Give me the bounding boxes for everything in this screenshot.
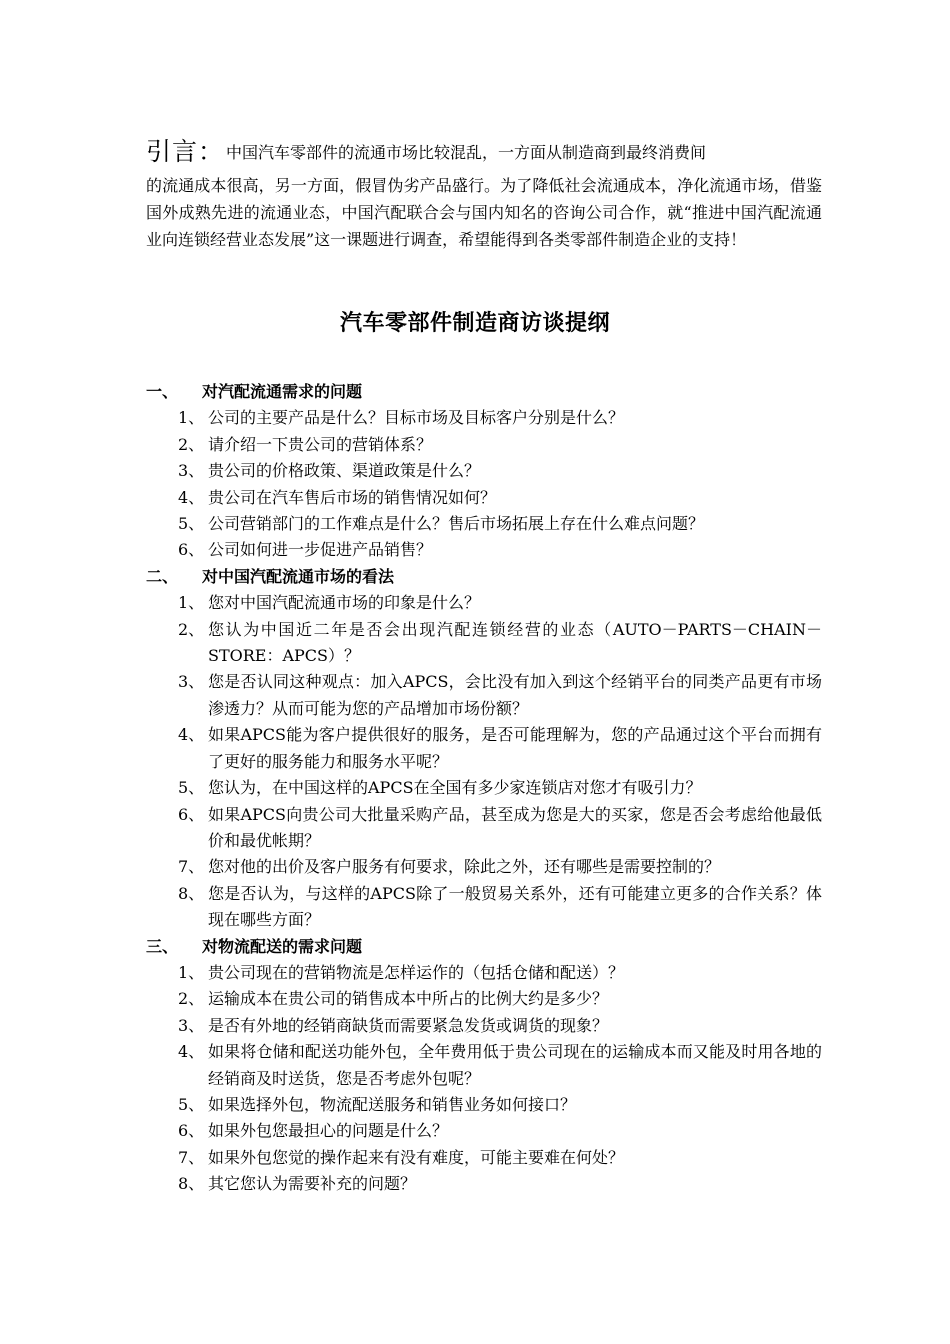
- item-text: 请介绍一下贵公司的营销体系？: [208, 434, 433, 454]
- section-heading: [146, 564, 822, 590]
- item-text: 贵公司现在的营销物流是怎样运作的（包括仓储和配送）？: [208, 962, 625, 982]
- item-number: 5、: [178, 514, 205, 534]
- item-text: 运输成本在贵公司的销售成本中所占的比例大约是多少？: [208, 989, 609, 1009]
- item-number: 1、: [178, 408, 205, 428]
- intro-paragraph: [146, 132, 822, 253]
- item-number: 1、: [178, 962, 205, 982]
- list-item: [146, 960, 822, 986]
- item-text: 您对中国汽配流通市场的印象是什么？: [208, 593, 481, 613]
- interview-outline: [146, 379, 822, 1198]
- item-text: 贵公司在汽车售后市场的销售情况如何？: [208, 487, 497, 507]
- item-number: 3、: [178, 1015, 205, 1035]
- list-item: [146, 458, 822, 484]
- item-text: 您是否认同这种观点：加入APCS，会比没有加入到这个经销平台的同类产品更有市场渗透力？从而可能为您的产品增加市场份额？: [208, 672, 822, 718]
- page-title: 汽车零部件制造商访谈提纲: [339, 311, 610, 336]
- item-number: 7、: [178, 857, 205, 877]
- list-item: [146, 722, 822, 775]
- list-item: [146, 775, 822, 801]
- list-item: [146, 802, 822, 855]
- list-item: [146, 1092, 822, 1118]
- item-number: 8、: [178, 1174, 205, 1194]
- item-text: 是否有外地的经销商缺货而需要紧急发货或调货的现象？: [208, 1015, 609, 1035]
- item-text: 公司营销部门的工作难点是什么？售后市场拓展上存在什么难点问题？: [208, 514, 705, 534]
- section-title: 对物流配送的需求问题: [202, 936, 363, 956]
- item-text: 贵公司的价格政策、渠道政策是什么？: [208, 461, 481, 481]
- section-title: 对汽配流通需求的问题: [202, 382, 363, 401]
- item-text: 如果APCS向贵公司大批量采购产品，甚至成为您是大的买家，您是否会考虑给他最低价和最优帐期？: [208, 804, 822, 850]
- item-number: 6、: [178, 1121, 205, 1141]
- list-item: [146, 590, 822, 616]
- section-number: 三、: [146, 936, 179, 956]
- section-2: [146, 564, 822, 934]
- list-item: [146, 485, 822, 511]
- list-item: [146, 986, 822, 1012]
- list-item: [146, 405, 822, 431]
- section-heading: [146, 379, 822, 405]
- item-number: 8、: [178, 883, 205, 903]
- item-text: 您是否认为，与这样的APCS除了一般贸易关系外，还有可能建立更多的合作关系？体现在哪些方面？: [208, 883, 822, 930]
- item-text: 如果选择外包，物流配送服务和销售业务如何接口？: [208, 1094, 577, 1114]
- item-number: 6、: [178, 804, 205, 824]
- list-item: [146, 669, 822, 722]
- list-item: [146, 1171, 822, 1197]
- item-text: 您认为中国近二年是否会出现汽配连锁经营的业态（AUTO－PARTS－CHAIN－STORE：APCS）？: [208, 619, 822, 666]
- item-text: 公司的主要产品是什么？目标市场及目标客户分别是什么？: [208, 408, 625, 428]
- section-title: 对中国汽配流通市场的看法: [202, 566, 395, 586]
- item-text: 如果APCS能为客户提供很好的服务，是否可能理解为，您的产品通过这个平台而拥有了更好的服务能力和服务水平呢？: [208, 725, 822, 771]
- item-text: 如果外包您最担心的问题是什么？: [208, 1121, 449, 1141]
- list-item: [146, 617, 822, 670]
- list-item: [146, 511, 822, 537]
- section-heading: [146, 934, 822, 960]
- list-item: [146, 537, 822, 563]
- section-3: [146, 934, 822, 1198]
- item-number: 2、: [178, 434, 205, 454]
- item-number: 2、: [178, 989, 205, 1009]
- item-text: 如果外包您觉的操作起来有没有难度，可能主要难在何处？: [208, 1147, 625, 1167]
- item-text: 您认为，在中国这样的APCS在全国有多少家连锁店对您才有吸引力？: [208, 778, 702, 798]
- item-number: 2、: [178, 619, 205, 639]
- item-text: 公司如何进一步促进产品销售？: [208, 540, 433, 560]
- item-text: 如果将仓储和配送功能外包，全年费用低于贵公司现在的运输成本而又能及时用各地的经销商及时送货，您是否考虑外包呢？: [208, 1042, 822, 1088]
- list-item: [146, 1118, 822, 1144]
- item-number: 4、: [178, 1042, 205, 1062]
- item-number: 3、: [178, 672, 205, 692]
- item-text: 您对他的出价及客户服务有何要求，除此之外，还有哪些是需要控制的？: [208, 857, 721, 877]
- list-item: [146, 432, 822, 458]
- list-item: [146, 881, 822, 934]
- section-number: 一、: [146, 382, 179, 401]
- item-number: 7、: [178, 1147, 205, 1167]
- list-item: [146, 1039, 822, 1092]
- list-item: [146, 1145, 822, 1171]
- item-text: 其它您认为需要补充的问题？: [208, 1174, 417, 1194]
- item-number: 5、: [178, 1094, 205, 1114]
- section-1: [146, 379, 822, 564]
- item-number: 4、: [178, 487, 205, 507]
- item-number: 4、: [178, 725, 205, 745]
- intro-line-1: 中国汽车零部件的流通市场比较混乱，一方面从制造商到最终消费间: [226, 143, 707, 162]
- list-item: [146, 854, 822, 880]
- intro-label: 引言：: [146, 137, 225, 166]
- intro-body: 的流通成本很高，另一方面，假冒伪劣产品盛行。为了降低社会流通成本，净化流通市场，借鉴国外成熟先进的流通业态，中国汽配联合会与国内知名的咨询公司合作，就“推进中国汽配流通业向连锁经营业态发展”这一课题进行调查，希望能得到各类零部件制造企业的支持！: [146, 176, 822, 249]
- item-number: 5、: [178, 778, 205, 798]
- item-number: 1、: [178, 593, 205, 613]
- section-number: 二、: [146, 566, 179, 586]
- list-item: [146, 1013, 822, 1039]
- item-number: 3、: [178, 461, 205, 481]
- item-number: 6、: [178, 540, 205, 560]
- intro-first-line: [146, 132, 822, 172]
